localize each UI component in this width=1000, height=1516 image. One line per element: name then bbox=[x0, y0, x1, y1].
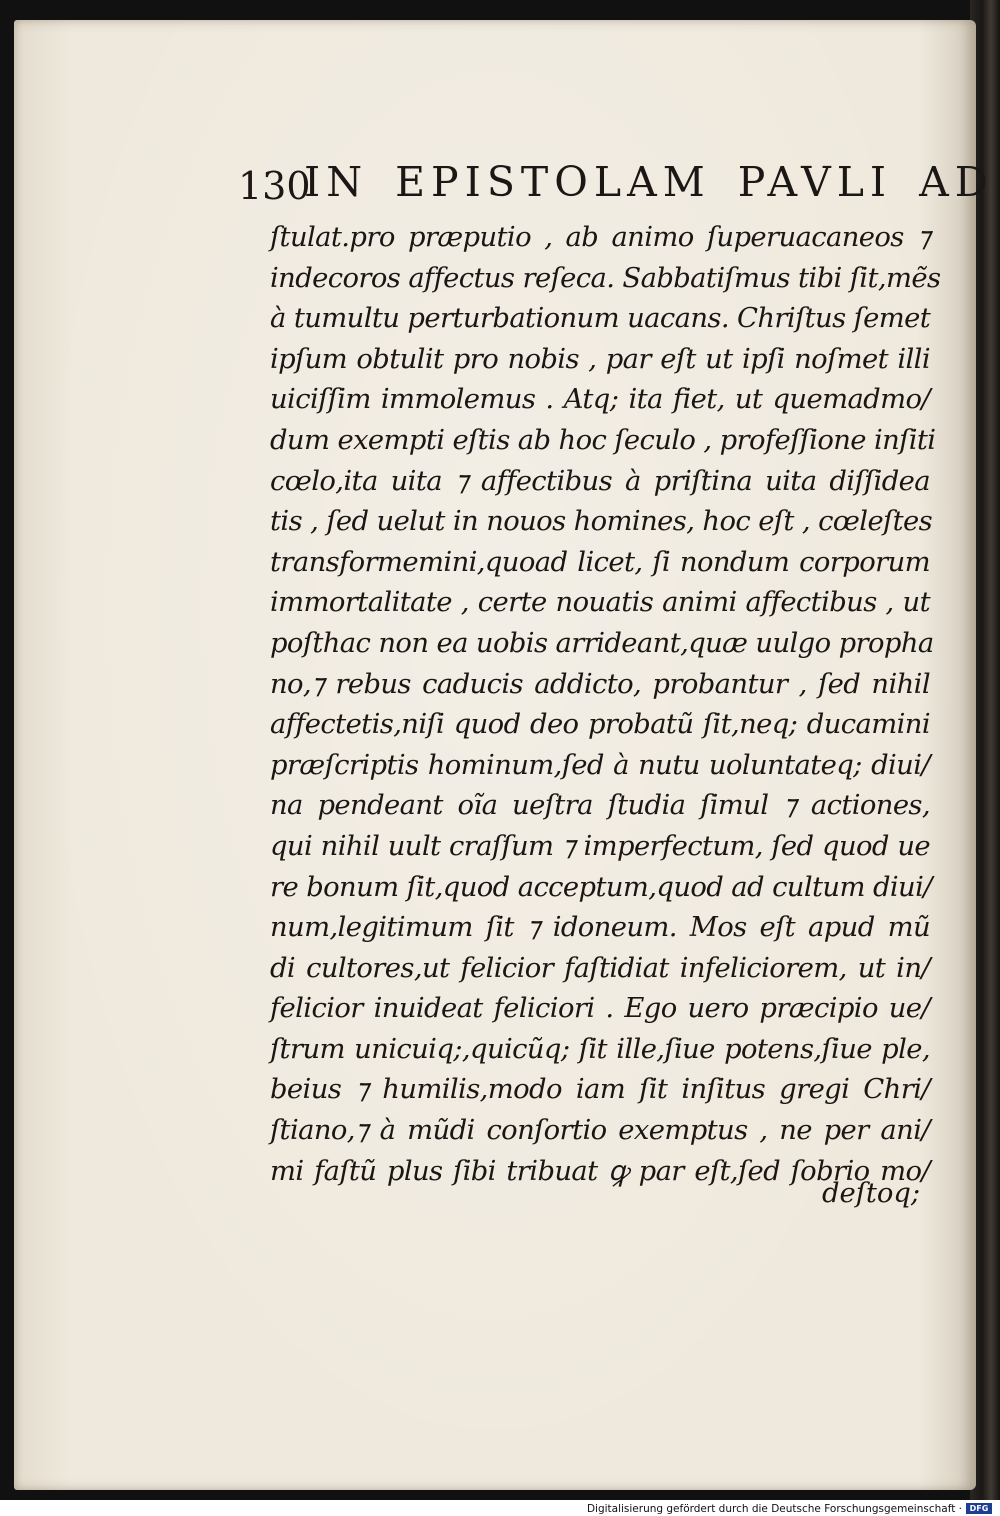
text-line: no,⁊ rebus caducis addicto, probantur , ſed nihil bbox=[270, 668, 930, 700]
text-line: affectetis,niſi quod deo probatũ ſit,neq; ducamini bbox=[270, 709, 930, 741]
text-line: mi faſtũ plus ſibi tribuat ꝙ par eſt,ſed ſobrio mo/ bbox=[270, 1155, 930, 1187]
text-line: transformemini,quoad licet, ſi nondum corporum bbox=[270, 546, 930, 578]
text-line: præſcriptis hominum,ſed à nutu uoluntateq; diui/ bbox=[270, 749, 930, 781]
text-line: ſtrum unicuiq;,quicũq; ſit ille,ſiue potens,ſiue ple, bbox=[270, 1033, 930, 1065]
text-line: ſtiano,⁊ à mũdi conſortio exemptus , ne per ani/ bbox=[270, 1115, 930, 1147]
text-line: re bonum ſit,quod acceptum,quod ad cultum diui/ bbox=[270, 871, 932, 903]
text-line: poſthac non ea uobis arrideant,quæ uulgo propha bbox=[270, 627, 934, 659]
dfg-logo: DFG bbox=[966, 1503, 992, 1514]
catchword: deſtoq; bbox=[822, 1178, 921, 1209]
running-head: IN EPISTOLAM PAVLI AD bbox=[304, 158, 994, 206]
text-line: num,legitimum ſit ⁊ idoneum. Mos eſt apud mũ bbox=[270, 912, 930, 944]
text-line: na pendeant oĩa ueſtra ſtudia ſimul ⁊ actiones, bbox=[270, 790, 930, 822]
text-line: indecoros affectus reſeca. Sabbatiſmus tibi ſit,mẽs bbox=[270, 262, 941, 294]
text-line: felicior inuideat feliciori . Ego uero præcipio ue/ bbox=[270, 993, 930, 1025]
text-line: uiciſſim immolemus . Atq; ita fiet, ut quemadmo/ bbox=[270, 384, 930, 416]
footer-bar bbox=[0, 1500, 1000, 1516]
text-line: di cultores,ut felicior faſtidiat infeliciorem, ut in/ bbox=[270, 952, 930, 984]
funding-credit: Digitalisierung gefördert durch die Deutsche Forschungsgemeinschaft · bbox=[586, 1503, 962, 1515]
text-block bbox=[270, 218, 941, 1192]
text-line: beius ⁊ humilis,modo iam ſit inſitus gregi Chri/ bbox=[270, 1074, 930, 1106]
text-line: dum exempti eſtis ab hoc ſeculo , profeſſione inſiti bbox=[270, 424, 936, 456]
page-header bbox=[238, 158, 994, 214]
text-line: ipſum obtulit pro nobis , par eſt ut ipſi noſmet illi bbox=[270, 343, 930, 375]
text-line: cœlo,ita uita ⁊ affectibus à priſtina uita diſſidea bbox=[270, 465, 930, 497]
text-line: qui nihil uult craſſum ⁊ imperfectum, ſed quod ue bbox=[270, 830, 930, 862]
text-line: tis , ſed uelut in nouos homines, hoc eſt , cœleſtes bbox=[270, 506, 933, 538]
text-line: ſtulat.pro præputio , ab animo ſuperuacaneos ⁊ bbox=[270, 222, 930, 253]
text-line: à tumultu perturbationum uacans. Chriſtus ſemet bbox=[270, 303, 931, 335]
folio-number: 130 bbox=[238, 164, 311, 208]
text-line: immortalitate , certe nouatis animi affectibus , ut bbox=[270, 587, 930, 619]
